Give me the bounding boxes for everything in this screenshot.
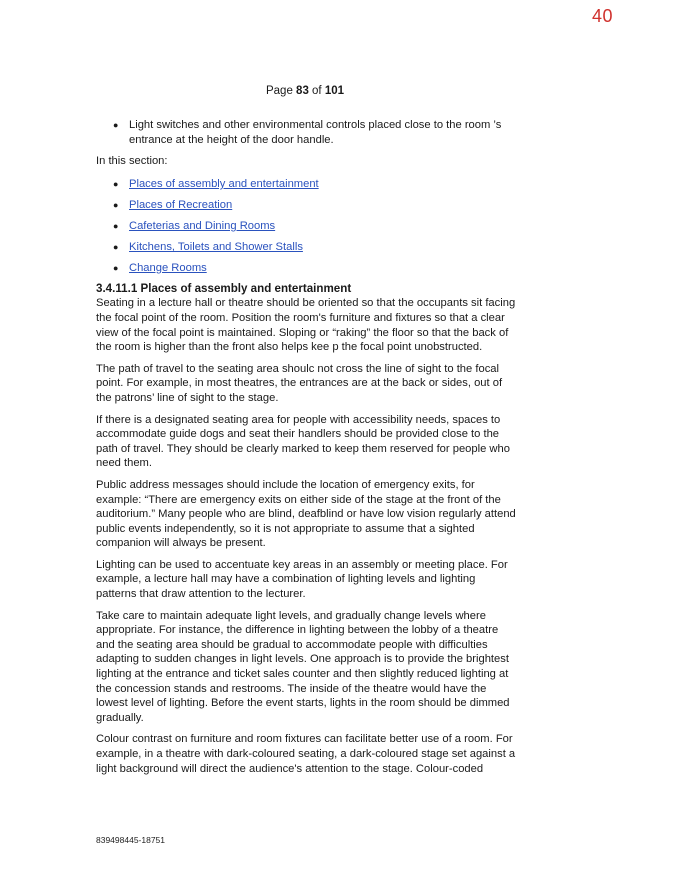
section-body <box>96 296 516 776</box>
bullet-icon: ● <box>113 120 119 130</box>
paragraph: Public address messages should include the location of emergency exits, for example: “There are emergency exits on either side of the stage at the front of the auditorium.” Many people who are blind, deafblind or have low vision regularly attend public events independently, so it is not appropriate to assume that a sighted companion will always be present. <box>96 478 516 550</box>
link-places-of-assembly[interactable]: Places of assembly and entertainment <box>129 177 319 190</box>
paragraph: Colour contrast on furniture and room fixtures can facilitate better use of a room. For example, in a theatre with dark-coloured seating, a dark-coloured stage set against a light background will direct the audience's attention to the stage. Colour-coded <box>96 733 516 775</box>
page-of: of <box>308 85 325 97</box>
list-item <box>96 118 516 147</box>
section-link-item <box>96 216 516 237</box>
corner-page-number: 40 <box>591 6 613 26</box>
paragraph: Lighting can be used to accentuate key areas in an assembly or meeting place. For example, a lecture hall may have a combination of lighting levels and lighting patterns that draw attention to the lecturer. <box>96 558 508 601</box>
total-pages: 101 <box>324 85 345 97</box>
link-cafeterias[interactable]: Cafeterias and Dining Rooms <box>129 219 276 232</box>
bullet-icon: ● <box>113 241 119 252</box>
section-intro: In this section: <box>96 155 168 168</box>
section-heading: 3.4.11.1 Places of assembly and entertainment <box>96 281 352 295</box>
section-link-item <box>96 237 516 258</box>
bullet-icon: ● <box>113 220 119 231</box>
link-kitchens-toilets[interactable]: Kitchens, Toilets and Shower Stalls <box>129 240 303 253</box>
current-page: 83 <box>296 85 309 97</box>
section-link-item <box>96 195 516 216</box>
paragraph: Seating in a lecture hall or theatre should be oriented so that the occupants sit facing the focal point of the room. Position the room's furniture and fixtures so that a clear view of the focal point is maintained. Sloping or “raking” the floor so that the back of the room is higher than the front also helps kee p the focal point unobstructed. <box>96 297 516 354</box>
paragraph: Take care to maintain adequate light levels, and gradually change levels where appropriate. For instance, the difference in lighting between the lobby of a theatre and the seating area should be gradual to accommodate people with difficulties adapting to sudden changes in light levels. One approach is to provide the brightest lighting at the entrance and ticket sales counter and then slightly reduced lighting at the concession stands and restrooms. The inside of the theatre would have the lowest level of lighting. Before the event starts, lights in the room should be dimmed gradually. <box>96 609 510 724</box>
bullet-icon: ● <box>113 199 119 210</box>
link-change-rooms[interactable]: Change Rooms <box>129 261 207 274</box>
page-prefix: Page <box>265 85 297 97</box>
section-link-item <box>96 174 516 195</box>
paragraph: If there is a designated seating area for people with accessibility needs, spaces to accommodate guide dogs and seat their handlers should be provided close to the path of travel. They should be clearly marked to keep them reserved for people who need them. <box>96 413 510 470</box>
bullet-text: Light switches and other environmental controls placed close to the room ’s entrance at the height of the door handle. <box>129 119 502 146</box>
document-body <box>96 118 516 783</box>
section-link-item <box>96 258 516 279</box>
document-id-footer: 839498445-18751 <box>96 835 166 845</box>
paragraph: The path of travel to the seating area shoulc not cross the line of sight to the focal point. For example, in most theatres, the entrances are at the back or sides, out of the patrons’ line of sight to the stage. <box>96 362 503 404</box>
link-places-of-recreation[interactable]: Places of Recreation <box>129 198 233 211</box>
bullet-icon: ● <box>113 178 119 189</box>
bullet-icon: ● <box>113 262 119 273</box>
section-link-list <box>96 174 516 279</box>
page-indicator <box>0 85 610 97</box>
